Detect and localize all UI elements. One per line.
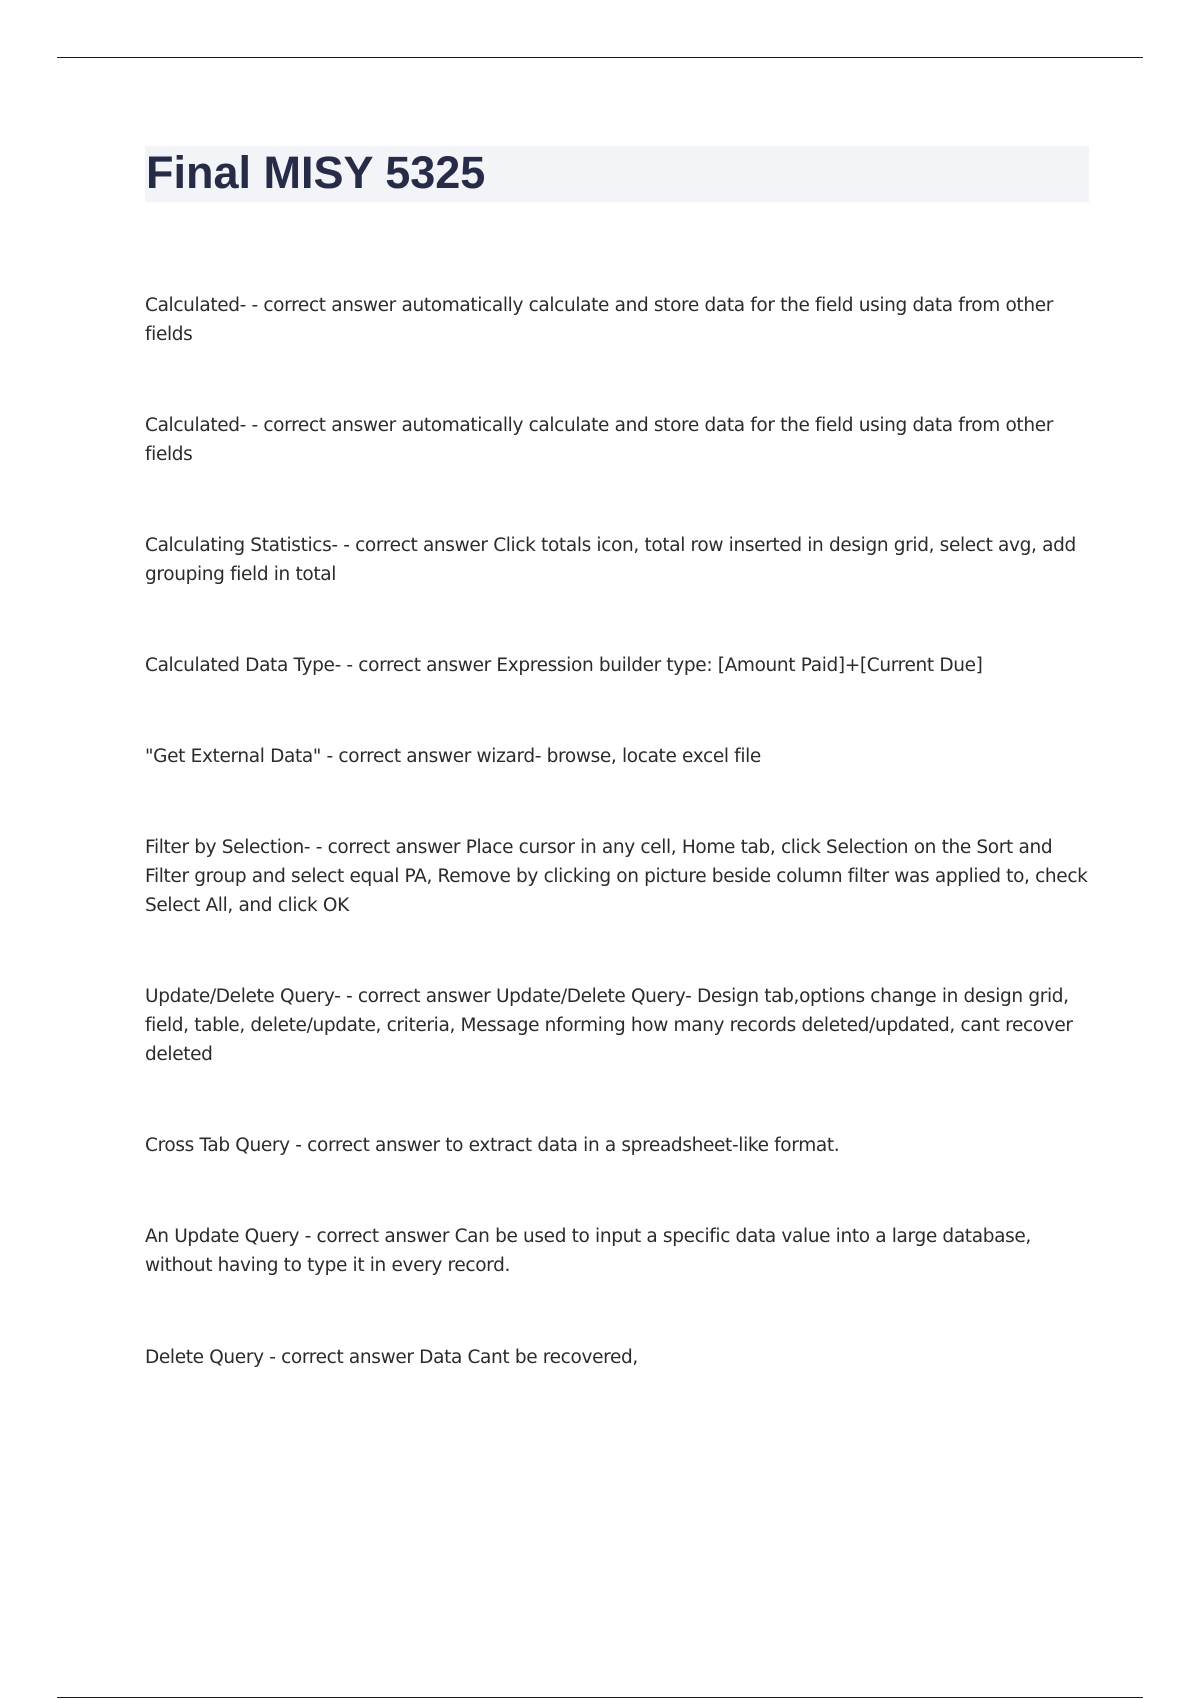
document-title: Final MISY 5325 [146, 147, 486, 198]
entry-calculated-1: Calculated- - correct answer automatically calculate and store data for the field using data from other fields [145, 295, 1053, 345]
entry-cross-tab-query: Cross Tab Query - correct answer to extract data in a spreadsheet-like format. [145, 1135, 840, 1156]
entry-filter-by-selection: Filter by Selection- - correct answer Place cursor in any cell, Home tab, click Selection on the Sort and Filter group and select equal PA, Remove by clicking on picture beside column filter was applied to, check Select All, and click OK [145, 837, 1088, 916]
entry-calculating-statistics: Calculating Statistics- - correct answer Click totals icon, total row inserted in design grid, select avg, add grouping field in total [145, 535, 1076, 585]
entry-calculated-data-type: Calculated Data Type- - correct answer Expression builder type: [Amount Paid]+[Current Due] [145, 655, 983, 676]
entry-get-external-data: "Get External Data" - correct answer wizard- browse, locate excel file [145, 746, 761, 767]
entry-delete-query: Delete Query - correct answer Data Cant be recovered, [145, 1347, 638, 1368]
entry-update-delete-query: Update/Delete Query- - correct answer Update/Delete Query- Design tab,options change in design grid, field, table, delete/update, criteria, Message nforming how many records deleted/updated, cant recover deleted [145, 986, 1073, 1065]
entry-update-query: An Update Query - correct answer Can be used to input a specific data value into a large database, without having to type it in every record. [145, 1226, 1031, 1276]
footer-rule [57, 1697, 1143, 1698]
header-rule [57, 57, 1143, 58]
entry-calculated-2: Calculated- - correct answer automatically calculate and store data for the field using data from other fields [145, 415, 1053, 465]
